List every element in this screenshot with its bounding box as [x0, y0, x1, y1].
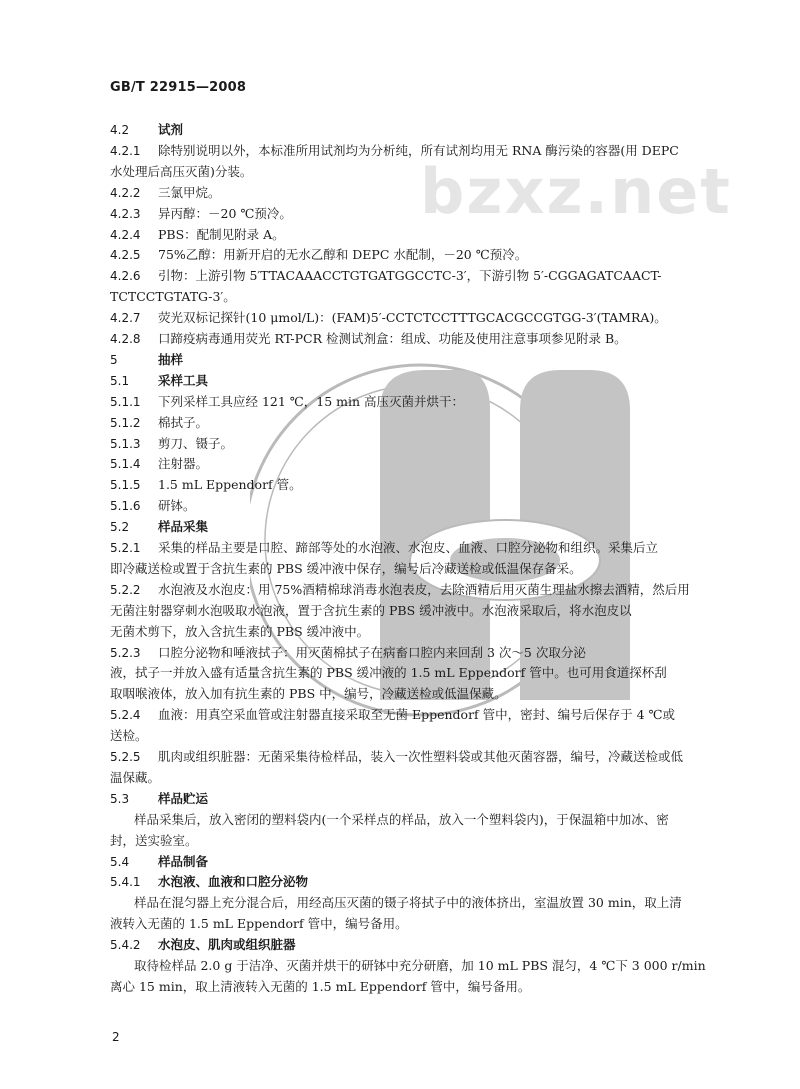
clause-number: 4.2.8: [110, 332, 141, 346]
clause-text: 无菌注射器穿刺水泡吸取水泡液，置于含抗生素的 PBS 缓冲液中。水泡液采取后，将水泡皮以: [110, 602, 632, 618]
text-line: [110, 559, 582, 579]
text-line: [110, 204, 292, 224]
clause-text: 血液：用真空采血管或注射器直接采取至无菌 Eppendorf 管中，密封、编号后保存于 4 ℃或: [158, 707, 676, 723]
clause-text: 口腔分泌物和唾液拭子：用灭菌棉拭子在病畜口腔内来回刮 3 次～5 次取分泌: [158, 644, 586, 660]
clause-text: 下列采样工具应经 121 ℃，15 min 高压灭菌并烘干：: [158, 393, 465, 409]
clause-text: TCTCCTGTATG-3′。: [110, 289, 236, 305]
clause-text: 棉拭子。: [158, 414, 209, 430]
text-line: [110, 496, 196, 516]
clause-number: 5.3: [110, 791, 130, 806]
section-heading: [110, 852, 208, 872]
clause-number: 4.2.7: [110, 311, 141, 326]
clause-number: 5: [110, 352, 118, 367]
clause-number: 5.1.5: [110, 478, 141, 493]
text-line: [110, 392, 464, 412]
clause-text: 三氯甲烷。: [158, 184, 221, 200]
clause-text: 注射器。: [158, 456, 209, 472]
clause-number: 5.2: [110, 520, 130, 535]
clause-text: 除特别说明以外，本标准所用试剂均为分析纯，所有试剂均用无 RNA 酶污染的容器(用 DEPC: [158, 142, 679, 158]
text-line: [110, 580, 690, 600]
clause-text: 样品采集后，放入密闭的塑料袋内(一个采样点的样品，放入一个塑料袋内)，于保温箱中加冰、密: [134, 811, 669, 827]
clause-text: 离心 15 min，取上清液转入无菌的 1.5 mL Eppendorf 管中，编号备用。: [110, 978, 531, 994]
clause-text: 样品制备: [158, 853, 209, 869]
text-line: [134, 956, 706, 976]
clause-number: 4.2.3: [110, 206, 141, 221]
clause-number: 4.2: [110, 123, 130, 137]
text-line: [110, 454, 208, 474]
text-line: [110, 914, 408, 934]
text-line: [110, 329, 627, 349]
clause-text: 取待检样品 2.0 g 于洁净、灭菌并烘干的研钵中充分研磨，加 10 mL PBS 混匀，4 ℃下 3 000 r/min: [134, 958, 706, 973]
clause-text: 75%乙醇：用新开启的无水乙醇和 DEPC 水配制，－20 ℃预冷。: [158, 247, 528, 263]
clause-text: 无菌术剪下，放入含抗生素的 PBS 缓冲液中。: [110, 623, 370, 639]
section-heading: [110, 371, 208, 391]
clause-text: 样品在混匀器上充分混合后，用经高压灭菌的镊子将拭子中的液体挤出，室温放置 30 min，取上清: [134, 895, 682, 911]
clause-text: 采集的样品主要是口腔、蹄部等处的水泡液、水泡皮、血液、口腔分泌物和组织。采集后立: [158, 540, 659, 555]
clause-text: 剪刀、镊子。: [158, 435, 234, 451]
clause-number: 5.1.2: [110, 415, 141, 430]
clause-text: 口蹄疫病毒通用荧光 RT-PCR 检测试剂盒：组成、功能及使用注意事项参见附录 B。: [158, 331, 627, 346]
section-heading: [110, 517, 208, 537]
clause-text: 水处理后高压灭菌)分装。: [110, 163, 253, 179]
text-line: [110, 643, 586, 663]
clause-text: 送检。: [110, 728, 148, 744]
text-line: [110, 141, 679, 161]
text-line: [110, 245, 527, 265]
clause-text: 研钵。: [158, 498, 196, 514]
clause-number: 4.2.1: [110, 143, 141, 158]
clause-text: 温保藏。: [110, 769, 161, 785]
clause-text: 肌肉或组织脏器：无菌采集待检样品，装入一次性塑料袋或其他灭菌容器，编号，冷藏送检或低: [158, 749, 684, 764]
text-line: [110, 183, 221, 203]
clause-text: 封，送实验室。: [110, 832, 198, 848]
text-line: [110, 162, 252, 182]
text-line: [110, 831, 198, 851]
clause-number: 4.2.6: [110, 269, 141, 284]
text-line: [110, 977, 530, 997]
text-line: [134, 810, 669, 830]
clause-text: 抽样: [158, 351, 184, 367]
section-heading: [110, 120, 183, 140]
clause-number: 5.1.3: [110, 436, 141, 451]
clause-text: 水泡液及水泡皮：用 75%酒精棉球消毒水泡表皮，去除酒精后用灭菌生理盐水擦去酒精，然后用: [158, 581, 690, 597]
text-line: [110, 475, 302, 495]
standard-code-header: GB/T 22915—2008: [110, 80, 247, 95]
section-heading: [110, 935, 296, 955]
clause-text: 样品贮运: [158, 790, 209, 806]
clause-text: 水泡液、血液和口腔分泌物: [158, 874, 309, 890]
clause-text: 采样工具: [158, 372, 209, 388]
clause-number: 4.2.2: [110, 185, 141, 200]
clause-number: 5.4: [110, 854, 130, 869]
text-line: [110, 225, 285, 245]
text-line: [110, 601, 632, 621]
clause-text: 引物：上游引物 5′TTACAAACCTGTGATGGCCTC-3′，下游引物 5′-CGGAGATCAACT-: [158, 268, 662, 284]
text-line: [110, 747, 683, 767]
section-heading: [110, 350, 183, 370]
text-line: [110, 726, 148, 746]
clause-text: 液，拭子一并放入盛有适量含抗生素的 PBS 缓冲液的 1.5 mL Eppendorf 管中。也可用食道探杯刮: [110, 665, 667, 681]
page-number: 2: [112, 1030, 120, 1044]
text-line: [110, 622, 369, 642]
clause-number: 5.1.1: [110, 394, 141, 409]
section-heading: [110, 789, 208, 809]
text-line: [110, 538, 658, 558]
clause-number: 5.1.4: [110, 457, 141, 472]
clause-number: 5.4.1: [110, 875, 141, 890]
text-line: [110, 413, 208, 433]
clause-text: 1.5 mL Eppendorf 管。: [158, 477, 302, 493]
text-line: [134, 893, 682, 913]
clause-text: PBS：配制见附录 A。: [158, 226, 285, 242]
watermark-text: bzxz.net: [420, 155, 732, 228]
clause-number: 4.2.4: [110, 227, 141, 242]
clause-text: 水泡皮、肌肉或组织脏器: [158, 937, 296, 953]
clause-text: 异丙醇：－20 ℃预冷。: [158, 205, 292, 221]
text-line: [110, 705, 675, 725]
text-line: [110, 434, 233, 454]
clause-number: 5.1.6: [110, 499, 141, 514]
text-line: [110, 768, 160, 788]
text-line: [110, 684, 507, 704]
clause-text: 即冷藏送检或置于含抗生素的 PBS 缓冲液中保存，编号后冷藏送检或低温保存备采。: [110, 560, 582, 576]
clause-number: 5.2.2: [110, 582, 141, 597]
clause-text: 样品采集: [158, 519, 209, 535]
text-line: [110, 663, 667, 683]
clause-text: 荧光双标记探针(10 μmol/L)：(FAM)5′-CCTCTCCTTTGCACGCCGTGG-3′(TAMRA)。: [158, 310, 667, 326]
clause-text: 取咽喉液体，放入加有抗生素的 PBS 中，编号，冷藏送检或低温保藏。: [110, 686, 507, 702]
text-line: [110, 287, 236, 307]
text-line: [110, 266, 661, 286]
clause-text: 液转入无菌的 1.5 mL Eppendorf 管中，编号备用。: [110, 916, 408, 932]
clause-number: 4.2.5: [110, 248, 141, 263]
section-heading: [110, 872, 308, 892]
clause-number: 5.2.1: [110, 541, 141, 555]
clause-number: 5.2.3: [110, 645, 141, 660]
text-line: [110, 308, 667, 328]
clause-number: 5.2.5: [110, 750, 141, 764]
clause-number: 5.1: [110, 373, 130, 388]
clause-number: 5.2.4: [110, 708, 141, 723]
clause-number: 5.4.2: [110, 938, 141, 953]
clause-text: 试剂: [158, 122, 184, 137]
